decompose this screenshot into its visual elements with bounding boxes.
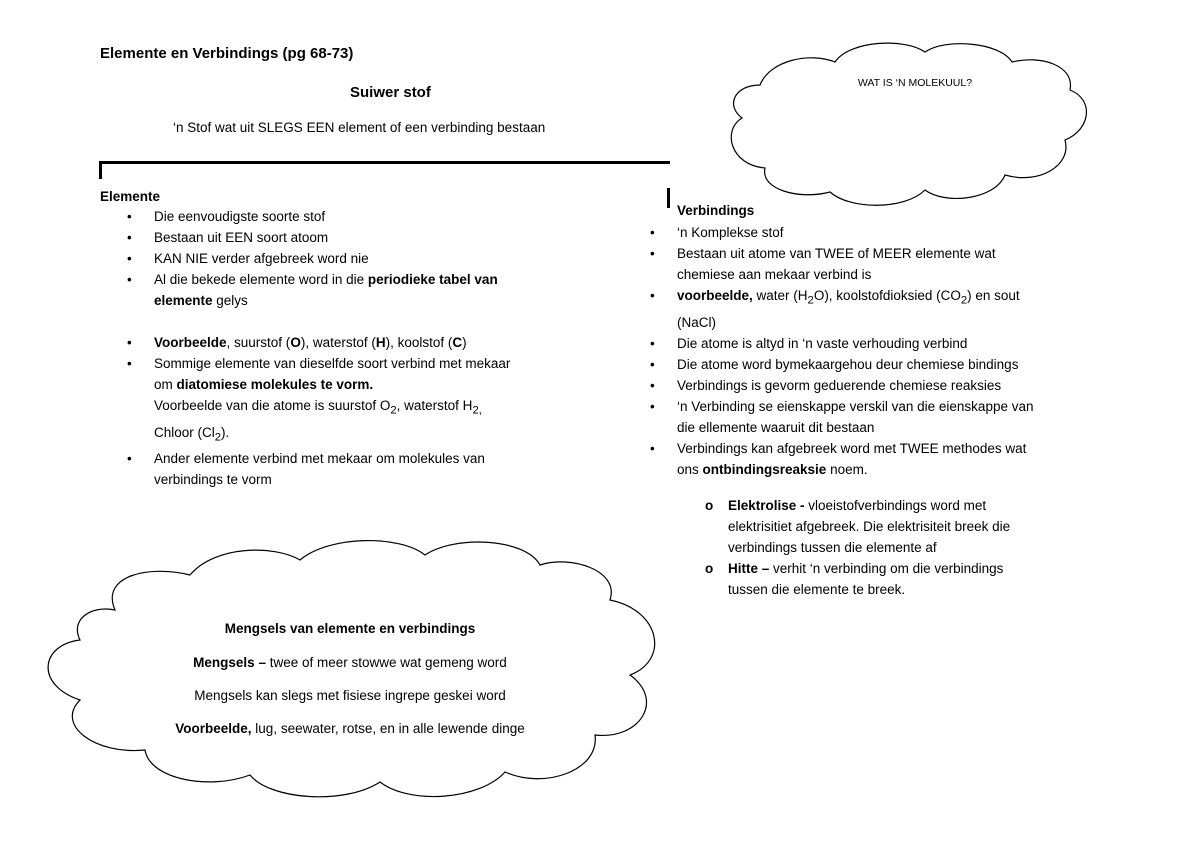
bullet-icon: • [127,451,132,467]
list-item: • Verbindings kan afgebreek word met TWEE methodes wat ons ontbindingsreaksie noem. [677,438,1147,480]
elemente-heading: Elemente [100,189,161,204]
list-item: • Die eenvoudigste soorte stof [154,206,624,227]
mengsels-title: Mengsels van elemente en verbindings [224,621,476,636]
list-item: • KAN NIE verder afgebreek word nie [154,248,624,269]
list-item: • ‘n Verbinding se eienskappe verskil van die eienskappe van die ellemente waaruit dit bestaan [677,396,1147,438]
bullet-icon: • [127,335,132,350]
list-item: o Hitte – verhit ‘n verbinding om die verbindings tussen die elemente te breek. [728,558,1128,600]
list-item: • voorbeelde, water $(H_2O)$, koolstofdioksied $(CO_2)$ en sout (NaCl) [677,285,1147,333]
bullet-icon: • [650,335,655,351]
circle-bullet-icon: o [705,561,714,576]
bullet-icon: • [650,377,655,393]
list-item: • Al die bekede elemente word in die periodieke tabel van elemente gelys [154,269,624,311]
bullet-icon: • [127,209,132,224]
bullet-icon: • [127,251,132,266]
bullet-icon: • [127,230,132,245]
definition-text: ‘n Stof wat uit SLEGS EEN element of een verbinding bestaan [173,120,546,135]
list-item: • Bestaan uit EEN soort atoom [154,227,624,248]
page-title: Elemente en Verbindings (pg 68-73) [100,45,354,62]
bullet-icon: • [650,246,655,261]
molecule-question: WAT IS ‘N MOLEKUUL? [857,77,973,89]
mengsels-separation: Mengsels kan slegs met fisiese ingrepe geskei word [194,688,506,703]
bullet-icon: • [650,288,655,303]
list-item: • Sommige elemente van dieselfde soort verbind met mekaar om diatomiese molekules te vorm. Voorbeelde van die atome is suurstof $O_2$, waterstof $H_{2,}$ Chloor $(Cl_2)$. [154,353,624,448]
verbindings-heading: Verbindings [677,203,755,218]
bullet-icon: • [127,272,132,287]
list-item: • Voorbeelde, suurstof (O), waterstof (H), koolstof (C) [154,332,624,353]
list-item: • Die atome is altyd in ‘n vaste verhouding verbind [677,333,1147,354]
list-item: o Elektrolise - vloeistofverbindings word met elektrisitiet afgebreek. Die elektrisiteit breek die verbindings tussen die elemente af [728,495,1128,558]
list-item: • Bestaan uit atome van TWEE of MEER elemente wat chemiese aan mekaar verbind is [677,243,1147,285]
bullet-icon: • [650,398,655,414]
list-item: • ‘n Komplekse stof [677,222,1147,243]
list-item: • Verbindings is gevorm geduerende chemiese reaksies [677,375,1147,396]
bullet-icon: • [650,356,655,372]
bullet-icon: • [127,356,132,371]
mengsels-examples: Voorbeelde, lug, seewater, rotse, en in alle lewende dinge [175,721,525,736]
mengsels-definition: Mengsels – twee of meer stowwe wat gemeng word [193,655,507,670]
circle-bullet-icon: o [705,498,714,513]
bullet-icon: • [650,440,655,456]
list-item: • Die atome word bymekaargehou deur chemiese bindings [677,354,1147,375]
list-item: • Ander elemente verbind met mekaar om molekules van verbindings te vorm [154,448,624,490]
section-subtitle: Suiwer stof [350,84,431,101]
bullet-icon: • [650,225,655,240]
